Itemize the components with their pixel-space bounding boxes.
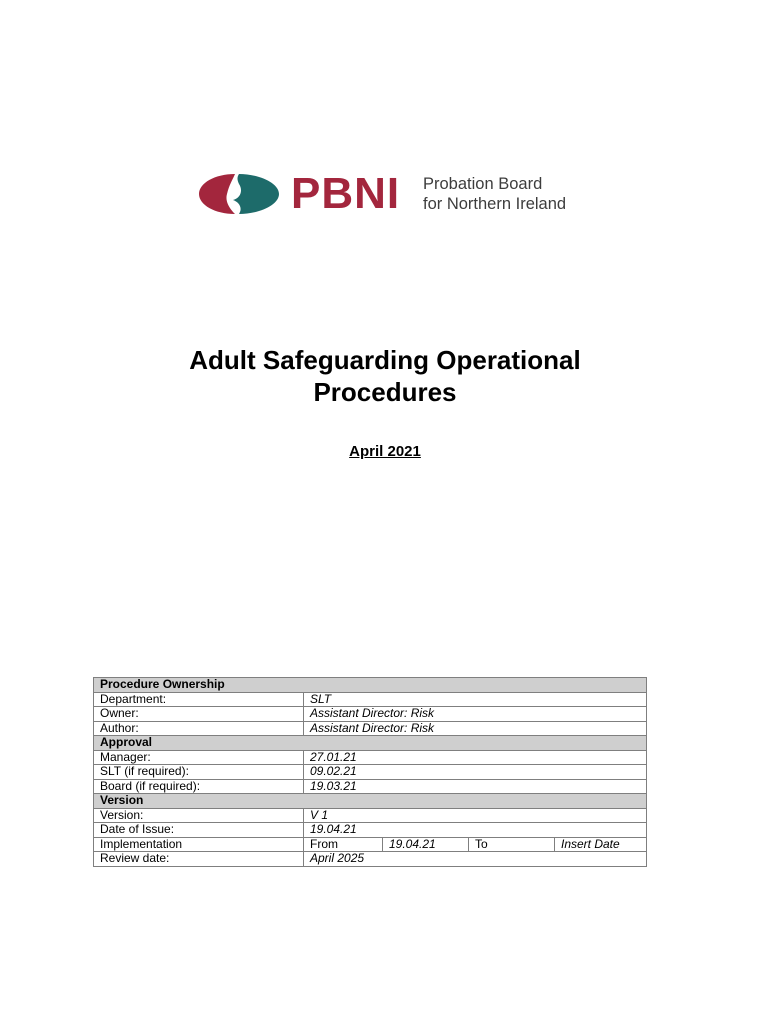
implementation-from-date: 19.04.21 [383, 837, 469, 852]
review-date-label: Review date: [94, 852, 304, 867]
review-date-value: April 2025 [304, 852, 647, 867]
pbni-emblem-icon [195, 170, 281, 218]
department-label: Department: [94, 692, 304, 707]
document-title-line1: Adult Safeguarding Operational [189, 345, 581, 375]
author-label: Author: [94, 721, 304, 736]
table-row [94, 823, 647, 838]
manager-value: 27.01.21 [304, 750, 647, 765]
version-label: Version: [94, 808, 304, 823]
document-date-text: April 2021 [349, 443, 421, 460]
table-section-header [94, 678, 647, 693]
table-row [94, 750, 647, 765]
logo-wordmark: PBNI [291, 169, 401, 218]
issue-date-value: 19.04.21 [304, 823, 647, 838]
table-row [94, 852, 647, 867]
logo-subtitle-line2: for Northern Ireland [423, 195, 567, 213]
table-row [94, 707, 647, 722]
manager-label: Manager: [94, 750, 304, 765]
owner-label: Owner: [94, 707, 304, 722]
slt-label: SLT (if required): [94, 765, 304, 780]
pbni-logo [195, 168, 585, 220]
version-value: V 1 [304, 808, 647, 823]
table-row [94, 765, 647, 780]
board-value: 19.03.21 [304, 779, 647, 794]
owner-value: Assistant Director: Risk [304, 707, 647, 722]
table-row [94, 808, 647, 823]
table-row [94, 837, 647, 852]
table-row [94, 779, 647, 794]
department-value: SLT [304, 692, 647, 707]
implementation-to-date: Insert Date [555, 837, 647, 852]
slt-value: 09.02.21 [304, 765, 647, 780]
document-title-line2: Procedures [313, 377, 457, 407]
document-date [0, 443, 770, 460]
approval-header: Approval [94, 736, 647, 751]
table-section-header [94, 736, 647, 751]
issue-date-label: Date of Issue: [94, 823, 304, 838]
implementation-to-label: To [469, 837, 555, 852]
logo-subtitle-line1: Probation Board [423, 175, 543, 193]
implementation-label: Implementation [94, 837, 304, 852]
logo-subtitle [423, 174, 566, 214]
board-label: Board (if required): [94, 779, 304, 794]
implementation-from-label: From [304, 837, 383, 852]
table-row [94, 692, 647, 707]
ownership-header: Procedure Ownership [94, 678, 647, 693]
procedure-ownership-table [93, 677, 647, 867]
table-row [94, 721, 647, 736]
document-title [0, 344, 770, 408]
author-value: Assistant Director: Risk [304, 721, 647, 736]
version-header: Version [94, 794, 647, 809]
table-section-header [94, 794, 647, 809]
